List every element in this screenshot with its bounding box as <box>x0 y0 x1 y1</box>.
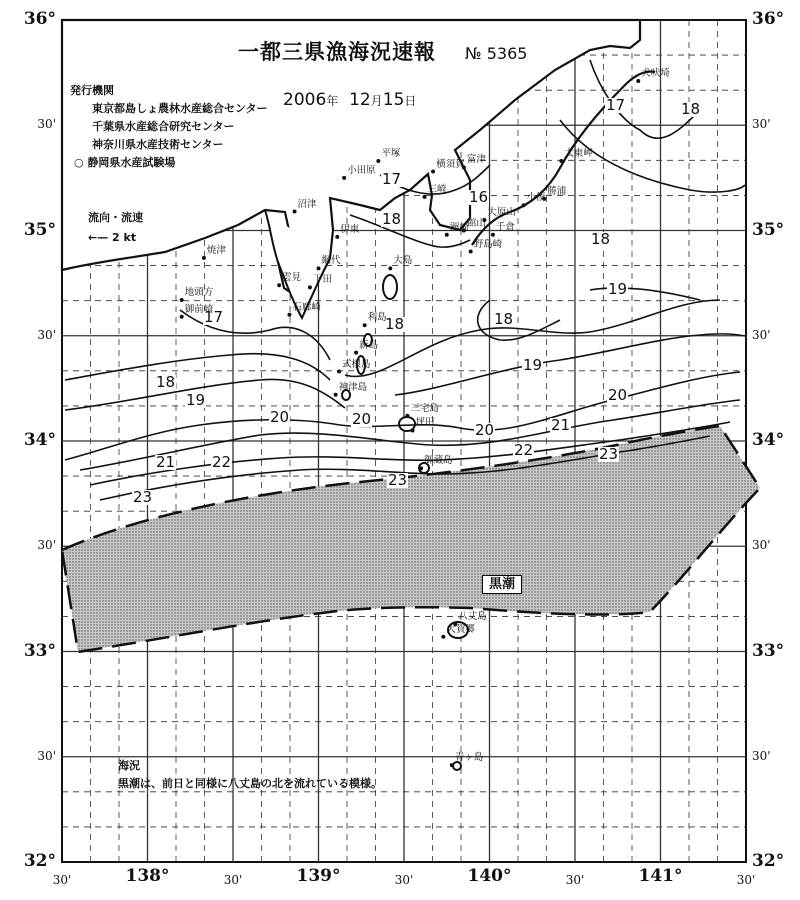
notes-heading: 海況 <box>118 759 140 772</box>
place-label: 神津島 <box>338 381 368 393</box>
lon-label: 30' <box>223 873 243 887</box>
lat-label-right: 35° <box>752 219 785 240</box>
place-label: 下田 <box>312 274 332 286</box>
place-marker <box>376 159 380 163</box>
place-marker <box>636 79 640 83</box>
isotherm-label: 22 <box>514 441 534 459</box>
isotherm-label: 23 <box>388 471 408 489</box>
place-marker <box>354 351 358 355</box>
place-label: 網代 <box>321 255 341 267</box>
publisher-item: 神奈川県水産技術センター <box>92 138 224 151</box>
date-year-unit: 年 <box>326 94 339 108</box>
place-label: 大賀郷 <box>446 623 475 635</box>
lat-label-left: 30' <box>37 327 56 342</box>
place-label: 小湊 <box>526 192 546 204</box>
place-marker <box>559 159 563 163</box>
isotherm-label: 18 <box>156 373 176 391</box>
isotherm-label: 21 <box>551 416 571 434</box>
place-label: 三宅島 <box>410 402 439 414</box>
place-label: 犬吠埼 <box>641 68 670 80</box>
place-marker <box>469 250 473 254</box>
place-marker <box>317 266 321 270</box>
place-label: 三崎 <box>427 183 447 195</box>
publisher-item: 東京都島しょ農林水産総合センター <box>92 102 268 115</box>
place-label: 富津 <box>466 154 486 166</box>
lon-label: 30' <box>736 873 756 887</box>
place-marker <box>293 210 297 214</box>
place-marker <box>431 170 435 174</box>
lon-label: 141° <box>638 866 683 886</box>
place-label: 館山 <box>466 217 486 229</box>
isotherm-label: 20 <box>608 386 628 404</box>
lat-label-left: 36° <box>23 9 56 29</box>
lon-label: 140° <box>467 866 512 886</box>
place-marker <box>202 256 206 260</box>
place-label: 八丈島 <box>458 611 487 623</box>
isotherm-label: 22 <box>212 453 232 471</box>
isotherm-label: 18 <box>681 100 701 118</box>
place-label: 大原山 <box>487 206 516 218</box>
place-marker <box>363 323 367 327</box>
place-marker <box>441 635 445 639</box>
place-marker <box>308 285 312 289</box>
lon-label: 30' <box>394 873 414 887</box>
lat-label-right: 30' <box>752 748 771 763</box>
place-marker <box>277 283 281 287</box>
isotherm-label: 16 <box>469 188 489 206</box>
date-month: 12 <box>349 90 371 110</box>
lat-label-left: 33° <box>23 640 56 661</box>
lat-label-left: 30' <box>37 538 56 553</box>
place-marker <box>334 393 338 397</box>
lat-label-right: 34° <box>752 430 785 450</box>
place-label: 伊東 <box>340 223 360 235</box>
isotherm-label: 18 <box>385 315 405 333</box>
lat-label-right: 30' <box>752 117 771 132</box>
isotherm-label: 17 <box>382 170 402 188</box>
place-label: 勝浦 <box>547 185 567 197</box>
map-title: 一都三県漁海況速報 <box>238 40 436 64</box>
isotherm-label: 23 <box>133 488 153 506</box>
place-marker <box>287 313 291 317</box>
place-marker <box>342 176 346 180</box>
lat-label-left: 30' <box>37 117 56 132</box>
date-day-unit: 日 <box>404 94 417 108</box>
date-month-unit: 月 <box>370 94 383 108</box>
place-label: 石廊崎 <box>292 301 321 313</box>
isotherm-label: 20 <box>352 410 372 428</box>
lat-label-left: 30' <box>37 748 56 763</box>
publisher-item: ○ 静岡県水産試験場 <box>74 156 176 169</box>
place-label: 太東岬 <box>564 148 593 160</box>
isotherm-label: 17 <box>204 308 224 326</box>
place-label: 平塚 <box>381 148 401 160</box>
place-label: 焼津 <box>206 244 226 256</box>
place-marker <box>445 233 449 237</box>
place-label: 御蔵島 <box>424 455 453 467</box>
place-label: 地頭方 <box>184 286 214 298</box>
lat-label-right: 30' <box>752 538 771 553</box>
publishers-heading: 発行機関 <box>70 84 114 97</box>
isotherm-label: 19 <box>186 391 206 409</box>
place-marker <box>423 195 427 199</box>
place-marker <box>419 466 423 470</box>
isotherm-label: 23 <box>599 445 619 463</box>
lat-label-right: 30' <box>752 327 771 342</box>
kuroshio-label: 黒潮 <box>482 575 522 594</box>
place-label: 大島 <box>393 255 413 267</box>
isotherm-label: 17 <box>606 96 626 114</box>
place-marker <box>405 414 409 418</box>
aogashima-island <box>453 762 461 770</box>
place-marker <box>180 298 184 302</box>
lat-label-left: 34° <box>23 430 56 450</box>
date-year: 2006 <box>283 90 327 110</box>
isotherm-label: 18 <box>382 210 402 228</box>
place-label: 千倉 <box>495 221 515 233</box>
place-marker <box>335 235 339 239</box>
place-label: 坪田 <box>415 417 435 429</box>
lat-label-right: 36° <box>752 9 785 29</box>
current-legend-scale: ←— 2 kt <box>88 231 137 244</box>
place-label: 雲見 <box>282 272 302 284</box>
isotherm-label: 20 <box>475 421 495 439</box>
place-marker <box>337 370 341 374</box>
current-legend-label: 流向・流速 <box>88 211 143 224</box>
place-marker <box>491 233 495 237</box>
place-label: 青ヶ島 <box>454 752 484 764</box>
place-label: 式根島 <box>342 358 371 370</box>
place-label: 沼津 <box>297 198 317 210</box>
isotherm-label: 21 <box>156 453 176 471</box>
isotherm-label: 19 <box>608 280 628 298</box>
isotherm-label: 20 <box>270 408 290 426</box>
place-marker <box>522 203 526 207</box>
place-marker <box>180 315 184 319</box>
place-marker <box>388 266 392 270</box>
publisher-item: 千葉県水産総合研究センター <box>92 120 235 133</box>
lat-label-left: 35° <box>23 219 56 240</box>
place-marker <box>411 428 415 432</box>
place-label: 御前崎 <box>184 303 214 315</box>
place-label: 野島崎 <box>473 238 503 250</box>
notes-text: 黒潮は、前日と同様に八丈島の北を流れている模様。 <box>118 777 382 790</box>
isotherm-label: 19 <box>523 356 543 374</box>
lon-label: 30' <box>565 873 585 887</box>
isotherm-label: 18 <box>494 310 514 328</box>
issue-date <box>283 92 416 109</box>
place-label: 小田原 <box>347 164 376 176</box>
circle-icon: ○ <box>74 156 88 169</box>
lon-label: 139° <box>296 866 341 886</box>
issue-number: № 5365 <box>465 44 528 63</box>
lat-label-right: 32° <box>752 851 785 871</box>
place-label: 横須賀 <box>436 158 465 170</box>
oshima-island <box>383 275 397 299</box>
place-marker <box>450 763 454 767</box>
place-label: 新島 <box>359 339 379 351</box>
arrow-left-icon: ←— <box>88 231 113 244</box>
date-day: 15 <box>382 90 405 110</box>
isotherm-label: 18 <box>591 230 611 248</box>
place-label: 洲崎 <box>449 221 469 233</box>
lat-label-right: 33° <box>752 640 785 661</box>
lat-label-left: 32° <box>23 851 56 871</box>
lon-label: 138° <box>125 866 170 886</box>
lon-label: 30' <box>52 873 72 887</box>
place-label: 利島 <box>367 312 387 324</box>
